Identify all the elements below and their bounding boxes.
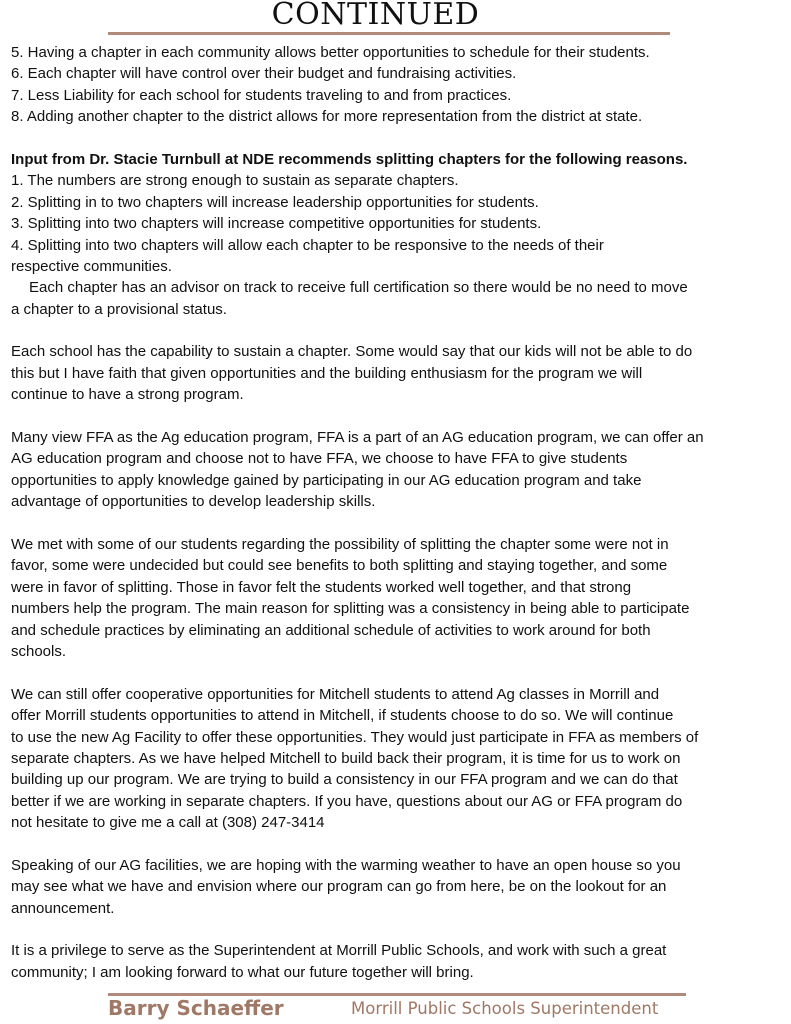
paragraph-line: schools. <box>11 642 67 660</box>
list-item: 5. Having a chapter in each community allows better opportunities to schedule for their students. <box>11 44 650 61</box>
paragraph-line: to use the new Ag Facility to offer these opportunities. They would just participate in FFA as members of <box>11 728 699 746</box>
paragraph-line: better if we are working in separate chapters. If you have, questions about our AG or FFA program do <box>11 792 683 810</box>
list-item: 2. Splitting in to two chapters will increase leadership opportunities for students. <box>11 193 539 211</box>
paragraph-line: numbers help the program. The main reason for splitting was a consistency in being able to participate <box>11 600 690 618</box>
page-title: CONTINUED <box>271 0 480 32</box>
paragraph-line: announcement. <box>11 899 115 917</box>
paragraph-line: continue to have a strong program. <box>11 386 244 404</box>
list-item: 3. Splitting into two chapters will increase competitive opportunities for students. <box>11 215 542 233</box>
author-name: Barry Schaeffer <box>108 996 284 1020</box>
list-item: 1. The numbers are strong enough to sustain as separate chapters. <box>11 172 459 190</box>
author-role: Morrill Public Schools Superintendent <box>351 999 659 1018</box>
article-body <box>11 42 776 983</box>
list-item: 8. Adding another chapter to the district allows for more representation from the district at state. <box>11 108 643 126</box>
paragraph-line: advantage of opportunities to develop leadership skills. <box>11 493 376 511</box>
paragraph-line: were in favor of splitting. Those in favor felt the students worked well together, and that strong <box>11 578 632 596</box>
paragraph-line: Many view FFA as the Ag education program, FFA is a part of an AG education program, we can offer an <box>11 429 704 447</box>
advisor-line: a chapter to a provisional status. <box>11 300 227 318</box>
paragraph-line: separate chapters. As we have helped Mitchell to build back their program, it is time for us to work on <box>11 749 681 767</box>
paragraph-line: building up our program. We are trying to build a consistency in our FFA program and we can do that <box>11 771 678 789</box>
paragraph-line: Speaking of our AG facilities, we are hoping with the warming weather to have an open house so you <box>11 856 681 874</box>
header-divider <box>108 32 670 35</box>
paragraph-line: We met with some of our students regarding the possibility of splitting the chapter some were not in <box>11 535 669 553</box>
list-item: 4. Splitting into two chapters will allow each chapter to be responsive to the needs of their <box>11 236 604 254</box>
nde-heading: Input from Dr. Stacie Turnbull at NDE recommends splitting chapters for the following reasons. <box>11 150 688 168</box>
paragraph-line: AG education program and choose not to have FFA, we choose to have FFA to give students <box>11 450 628 468</box>
paragraph-line: We can still offer cooperative opportunities for Mitchell students to attend Ag classes in Morrill and <box>11 685 660 703</box>
paragraph-line: this but I have faith that given opportunities and the building enthusiasm for the program we will <box>11 364 643 382</box>
paragraph-line: It is a privilege to serve as the Superintendent at Morrill Public Schools, and work with such a great <box>11 942 667 960</box>
paragraph-line: Each school has the capability to sustain a chapter. Some would say that our kids will not be able to do <box>11 343 693 361</box>
list-item: 6. Each chapter will have control over their budget and fundraising activities. <box>11 65 517 83</box>
list-item: respective communities. <box>11 257 172 275</box>
paragraph-line: may see what we have and envision where our program can go from here, be on the lookout for an <box>11 878 667 896</box>
paragraph-line: offer Morrill students opportunities to attend in Mitchell, if students choose to do so. We will continue <box>11 707 674 725</box>
list-item: 7. Less Liability for each school for students traveling to and from practices. <box>11 86 512 104</box>
paragraph-line: not hesitate to give me a call at (308) 247-3414 <box>11 814 325 832</box>
advisor-line: Each chapter has an advisor on track to receive full certification so there would be no need to move <box>29 279 688 297</box>
paragraph-line: favor, some were undecided but could see benefits to both splitting and staying together, and some <box>11 557 668 575</box>
paragraph-line: and schedule practices by eliminating an additional schedule of activities to work around for both <box>11 621 651 639</box>
paragraph-line: opportunities to apply knowledge gained by participating in our AG education program and take <box>11 471 642 489</box>
paragraph-line: community; I am looking forward to what our future together will bring. <box>11 963 474 981</box>
